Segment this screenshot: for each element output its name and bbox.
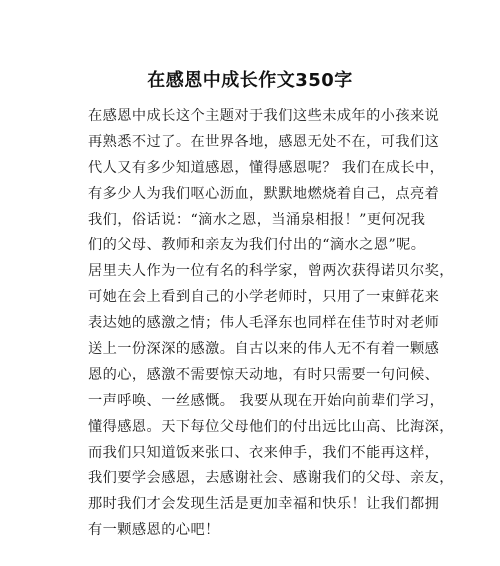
essay-title: 在感恩中成长作文350字 [147, 70, 353, 91]
body-line: 居里夫人作为一位有名的科学家，曾两次获得诺贝尔奖， [88, 263, 454, 280]
body-line: 有一颗感恩的心吧！ [88, 522, 220, 539]
body-line: 表达她的感激之情；伟人毛泽东也同样在佳节时对老师 [88, 315, 440, 332]
body-line: 有多少人为我们呕心沥血，默默地燃烧着自己，点亮着 [88, 185, 440, 202]
body-line: 在感恩中成长这个主题对于我们这些未成年的小孩来说 [88, 108, 440, 124]
body-line: 我们，俗话说：“滴水之恩，当涌泉相报！”更何况我 [88, 211, 426, 228]
body-line: 代人又有多少知道感恩，懂得感恩呢？ 我们在成长中， [88, 159, 445, 176]
body-line: 们的父母、教师和亲友为我们付出的“滴水之恩”呢。 [88, 237, 426, 254]
body-line: 再熟悉不过了。在世界各地，感恩无处不在，可我们这 [88, 133, 440, 150]
body-line: 一声呼唤、一丝感慨。 我要从现在开始向前辈们学习， [88, 392, 445, 409]
body-line: 可她在会上看到自己的小学老师时，只用了一束鲜花来 [88, 289, 440, 306]
body-line: 而我们只知道饭来张口、衣来伸手，我们不能再这样， [88, 444, 440, 461]
body-line: 送上一份深深的感激。自古以来的伟人无不有着一颗感 [88, 341, 440, 358]
body-line: 懂得感恩。天下每位父母他们的付出远比山高、比海深， [88, 418, 454, 435]
body-line: 我们要学会感恩，去感谢社会、感谢我们的父母、亲友， [88, 470, 454, 487]
body-line: 那时我们才会发现生活是更加幸福和快乐！让我们都拥 [88, 496, 440, 513]
essay-body [88, 104, 454, 544]
body-line: 恩的心，感激不需要惊天动地，有时只需要一句问候、 [88, 366, 440, 383]
